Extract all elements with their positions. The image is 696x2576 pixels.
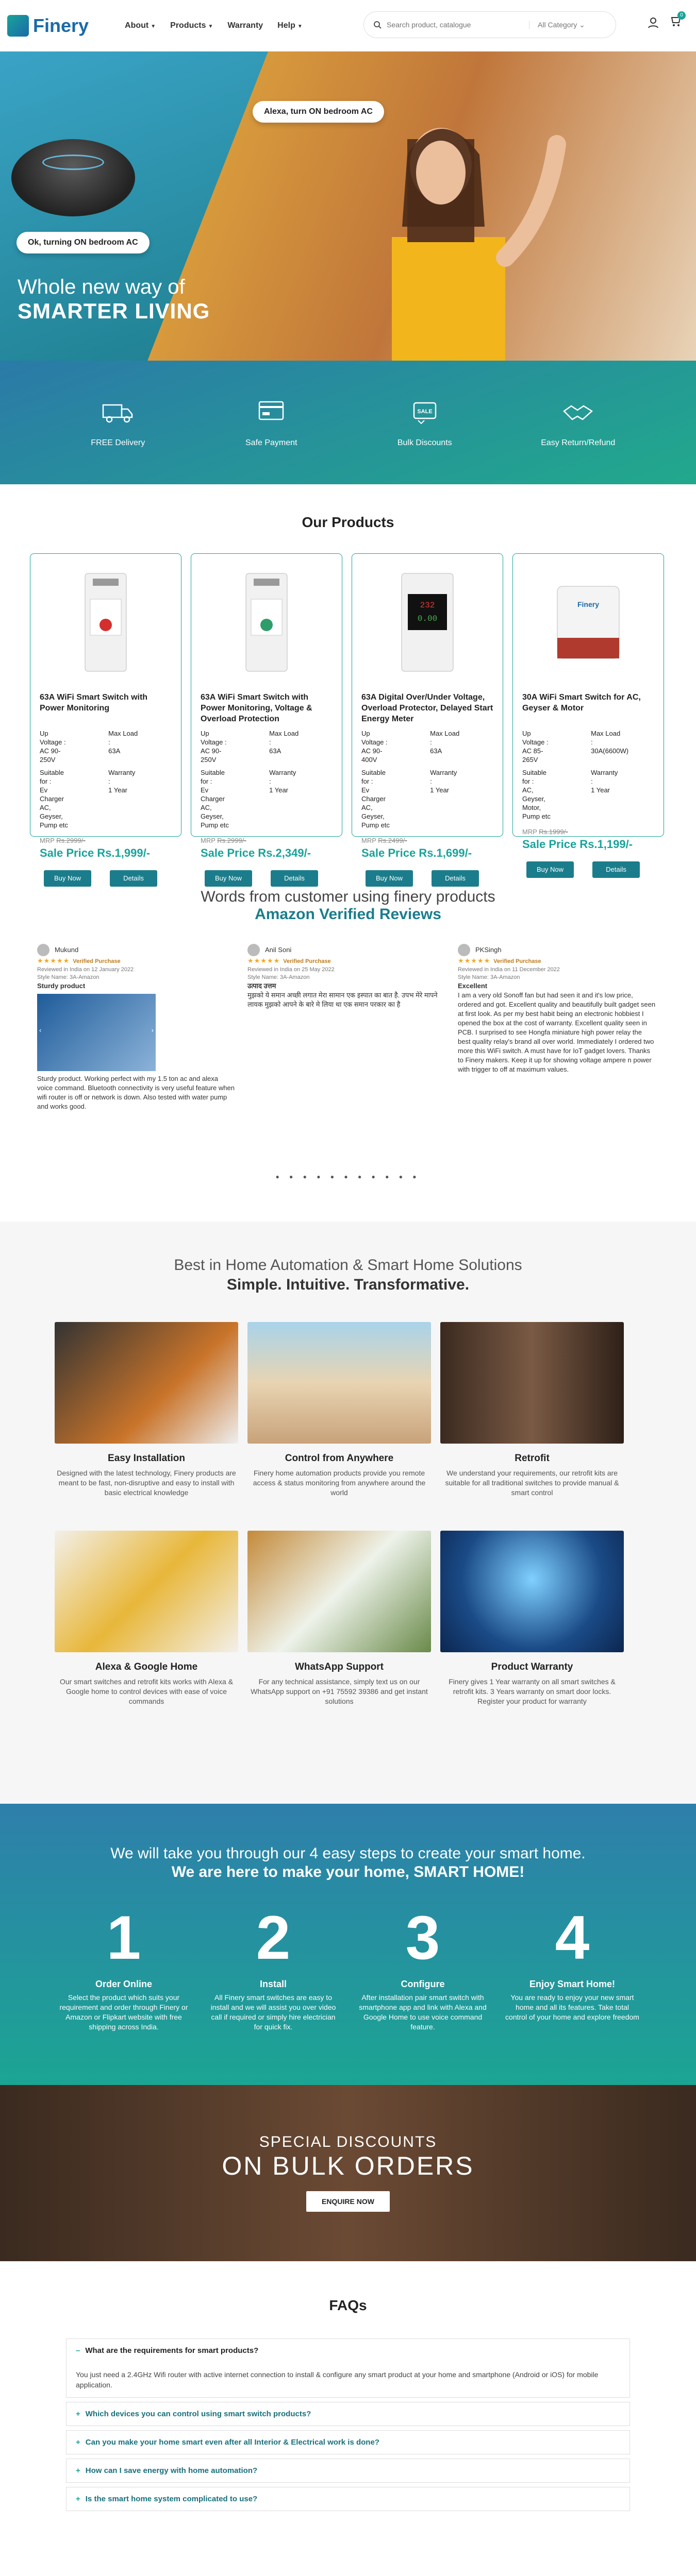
truck-icon	[100, 398, 136, 427]
whatsapp-image	[247, 1531, 431, 1652]
steps-heading-line1: We will take you through our 4 easy steps to create your smart home.	[110, 1845, 586, 1862]
review-date: Reviewed in India on 11 December 2022	[458, 967, 560, 973]
step-number: 3	[405, 1903, 440, 1972]
installation-image	[55, 1322, 238, 1444]
star-rating-icon: ★★★★★	[247, 957, 280, 964]
product-specs: Suitable for : Ev Charger AC, Geyser, Pump etc Warranty : 1 Year	[40, 769, 136, 829]
alexa-image	[55, 1531, 238, 1652]
review-card	[458, 944, 656, 1111]
product-specs: Suitable for : Ev Charger AC, Geyser, Pump etc Warranty : 1 Year	[201, 769, 296, 829]
details-button[interactable]: Details	[592, 861, 640, 878]
product-specs: Up Voltage : AC 90-250V Max Load : 63A	[40, 730, 138, 764]
buy-now-button[interactable]: Buy Now	[366, 870, 413, 887]
hero-line2: SMARTER LIVING	[18, 299, 210, 323]
product-mrp: MRP Rs.2499/-	[361, 837, 407, 844]
buy-now-button[interactable]: Buy Now	[526, 861, 574, 878]
logo-text: Finery	[33, 14, 89, 36]
home-heading-line2: Simple. Intuitive. Transformative.	[226, 1276, 470, 1293]
chevron-down-icon: ▼	[208, 23, 213, 29]
retrofit-image	[440, 1322, 624, 1444]
benefit-title: Alexa & Google Home	[95, 1662, 198, 1672]
speech-bubble-reply: Ok, turning ON bedroom AC	[16, 232, 150, 253]
faq-question: Can you make your home smart even after all Interior & Electrical work is done?	[85, 2438, 379, 2447]
svg-text:0.00: 0.00	[417, 614, 438, 623]
product-specs: Suitable for : Ev Charger AC, Geyser, Pump etc Warranty : 1 Year	[361, 769, 457, 829]
verified-badge: Verified Purchase	[73, 958, 121, 964]
faq-title: FAQs	[329, 2297, 367, 2313]
reviewer-name: PKSingh	[475, 946, 502, 954]
speech-bubble-command: Alexa, turn ON bedroom AC	[253, 101, 384, 123]
review-style: Style Name: 3A-Amazon	[37, 974, 100, 980]
product-specs: Up Voltage : AC 90-400V Max Load : 63A	[361, 730, 460, 764]
step-item	[206, 1903, 340, 2032]
review-text: I am a very old Sonoff fan but had seen it and it's low price, ordered and got. Excellent quality and beautifully built gadget seen at first look. As per my best habit being an electronic hobbiest I opened the box at the cost of warranty. Excellent quality seen in PCB. I surprised to see Hongfa miniature high power relay the best quality relay's brand all over world. Immediately I ordered two more this WiFi switch. A must have for IoT gadget lovers. Thanks to Finery makers. Keep it up for showing voltage ampere n power with trigger to off at maximum values.	[458, 991, 656, 1073]
product-specs: Up Voltage : AC 85-265V Max Load : 30A(6600W)	[522, 730, 629, 764]
enquire-now-button[interactable]: ENQUIRE NOW	[306, 2191, 390, 2212]
home-heading-line1: Best in Home Automation & Smart Home Solutions	[174, 1257, 522, 1274]
card-icon	[253, 398, 289, 427]
faq-item[interactable]	[66, 2459, 630, 2483]
features-bar	[0, 361, 696, 484]
review-photo[interactable]	[37, 994, 156, 1071]
chevron-right-icon[interactable]: ›	[151, 1026, 154, 1034]
step-title: Order Online	[95, 1979, 153, 1989]
steps-row	[0, 1903, 696, 2032]
benefit-whatsapp-support	[247, 1531, 431, 1706]
category-select[interactable]: All Category ⌄	[529, 21, 606, 29]
step-title: Enjoy Smart Home!	[529, 1979, 616, 1989]
step-text: All Finery smart switches are easy to install and we will assist you over video call if required or simply hire electrician for quick fix.	[210, 1993, 336, 2031]
feature-label: FREE Delivery	[91, 438, 145, 447]
handshake-icon	[560, 398, 596, 427]
benefit-text: We understand your requirements, our retrofit kits are suitable for all traditional switches to provide manual & smart control	[445, 1469, 619, 1497]
reviewer-name: Anil Soni	[265, 946, 292, 954]
benefit-text: Finery home automation products provide you remote access & status monitoring from anywhere around the world	[253, 1469, 426, 1497]
step-item	[356, 1903, 490, 2032]
site-header	[0, 0, 696, 52]
step-text: You are ready to enjoy your new smart home and all its features. Take total control of your home and explore freedom	[505, 1993, 639, 2021]
search-bar	[363, 11, 616, 38]
review-date: Reviewed in India on 12 January 2022	[37, 967, 134, 973]
step-item	[505, 1903, 639, 2032]
faq-question: How can I save energy with home automation?	[85, 2466, 258, 2475]
benefits-grid	[0, 1322, 696, 1706]
smart-speaker-image	[11, 139, 135, 216]
benefit-text: For any technical assistance, simply text us on our WhatsApp support on +91 75592 39386 and get instant solutions	[251, 1677, 428, 1705]
product-specs: Suitable for : AC, Geyser, Motor, Pump etc Warranty : 1 Year	[522, 769, 618, 820]
product-card[interactable]	[512, 553, 664, 873]
review-text: Sturdy product. Working perfect with my 1.5 ton ac and alexa voice command. Bluetooth connectivity is very useful feature when wifi router is off or network is down. Also tested with water pump and works good.	[37, 1075, 235, 1110]
product-sale-price: Sale Price Rs.1,999/-	[40, 846, 151, 859]
product-image	[40, 563, 172, 682]
svg-text:Finery: Finery	[577, 600, 600, 608]
review-title: उत्पाद उत्तम	[247, 982, 276, 990]
step-item	[57, 1903, 191, 2032]
product-mrp: MRP Rs.2999/-	[40, 837, 86, 844]
steps-section	[0, 1804, 696, 2085]
benefit-title: Retrofit	[515, 1453, 550, 1464]
bulk-line2: ON BULK ORDERS	[222, 2151, 474, 2180]
nav-products[interactable]: Products ▼	[170, 21, 213, 30]
step-text: After installation pair smart switch with smartphone app and link with Alexa and Google Home to use voice command feature.	[359, 1993, 487, 2031]
benefit-title: Product Warranty	[491, 1662, 573, 1672]
finery-logo[interactable]	[7, 15, 89, 37]
faq-item-open[interactable]	[66, 2338, 630, 2398]
faq-item[interactable]	[66, 2430, 630, 2454]
details-button[interactable]: Details	[110, 870, 157, 887]
product-list	[0, 553, 696, 882]
review-card	[37, 944, 235, 1111]
review-card	[247, 944, 445, 1111]
step-text: Select the product which suits your requirement and order through Finery or Amazon or Flipkart website with free shipping across India.	[59, 1993, 188, 2031]
chevron-down-icon: ▼	[151, 23, 156, 29]
hero-banner	[0, 52, 696, 361]
search-input[interactable]	[387, 21, 529, 29]
plus-icon: +	[76, 2466, 80, 2475]
details-button[interactable]: Details	[432, 870, 479, 887]
product-name[interactable]: 63A WiFi Smart Switch with Power Monitoring	[40, 693, 148, 713]
home-automation-section	[0, 1222, 696, 1804]
feature-easy-return	[521, 398, 635, 448]
benefit-text: Finery gives 1 Year warranty on all smart switches & retrofit kits. 3 Years warranty on smart door locks. Register your product for warranty	[449, 1677, 616, 1705]
benefit-title: Easy Installation	[108, 1453, 185, 1464]
chevron-down-icon: ▼	[297, 23, 303, 29]
review-style: Style Name: 3A-Amazon	[247, 974, 310, 980]
benefit-text: Designed with the latest technology, Finery products are meant to be fast, non-disruptive and easy to install with basic electrical knowledge	[57, 1469, 236, 1497]
warranty-image	[440, 1531, 624, 1652]
minus-icon: –	[76, 2346, 80, 2355]
benefit-alexa-google	[55, 1531, 238, 1706]
step-number: 4	[555, 1903, 590, 1972]
product-mrp: MRP Rs.1999/-	[522, 828, 568, 836]
reviews-heading	[0, 888, 696, 923]
main-nav	[125, 21, 303, 30]
chevron-down-icon: ⌄	[579, 20, 585, 29]
plus-icon: +	[76, 2495, 80, 2503]
product-name[interactable]: 63A Digital Over/Under Voltage, Overload Protector, Delayed Start Energy Meter	[361, 693, 493, 723]
review-title: Sturdy product	[37, 982, 86, 990]
buy-now-button[interactable]: Buy Now	[44, 870, 91, 887]
faq-question: Is the smart home system complicated to use?	[85, 2495, 258, 2503]
reviewer-name: Mukund	[55, 946, 79, 954]
review-title: Excellent	[458, 982, 488, 990]
product-specs: Up Voltage : AC 90-250V Max Load : 63A	[201, 730, 299, 764]
nav-help[interactable]: Help ▼	[277, 21, 303, 30]
search-icon[interactable]	[373, 21, 382, 29]
beach-image	[247, 1322, 431, 1444]
benefit-warranty	[440, 1531, 624, 1706]
nav-about[interactable]: About ▼	[125, 21, 156, 30]
faq-item[interactable]	[66, 2402, 630, 2426]
step-title: Install	[259, 1979, 287, 1989]
faq-answer: You just need a 2.4GHz Wifi router with active internet connection to install & configure any smart product at your home and smartphone (Android or iOS) for mobile application.	[76, 2370, 599, 2389]
star-rating-icon: ★★★★★	[458, 957, 491, 964]
product-sale-price: Sale Price Rs.1,699/-	[361, 846, 472, 859]
benefit-title: WhatsApp Support	[294, 1662, 384, 1672]
reviews-heading-line1: Words from customer using finery products	[201, 888, 495, 905]
step-number: 2	[256, 1903, 291, 1972]
hero-tagline	[18, 276, 210, 324]
chevron-left-icon[interactable]: ‹	[39, 1026, 42, 1034]
verified-badge: Verified Purchase	[493, 958, 541, 964]
product-mrp: MRP Rs.2999/-	[201, 837, 246, 844]
bulk-order-banner	[0, 2085, 696, 2261]
sale-tag-icon	[407, 398, 443, 427]
bulk-line1: SPECIAL DISCOUNTS	[259, 2133, 437, 2150]
user-icon[interactable]	[648, 17, 659, 28]
star-rating-icon: ★★★★★	[37, 957, 70, 964]
steps-heading-line2: We are here to make your home, SMART HOME!	[171, 1863, 525, 1880]
faq-question: Which devices you can control using smart switch products?	[85, 2410, 311, 2418]
product-card[interactable]	[191, 553, 342, 882]
product-sale-price: Sale Price Rs.2,349/-	[201, 846, 311, 859]
review-text: मुझको ये समान अच्छी लगात मेरा सामान एक इस्पात का बात है. उपभ मेरे मापने लायक मुझको आपने के बारे मे लिया था एक समान परकार का है	[247, 991, 438, 1008]
benefit-control-anywhere	[247, 1322, 431, 1498]
verified-badge: Verified Purchase	[283, 958, 331, 964]
svg-text:232: 232	[420, 601, 435, 610]
step-number: 1	[106, 1903, 141, 1972]
svg-text:SALE: SALE	[417, 408, 433, 415]
logo-mark-icon	[7, 15, 29, 37]
avatar	[37, 944, 49, 956]
carousel-dots[interactable]: ● ● ● ● ● ● ● ● ● ● ●	[275, 1173, 421, 1180]
faq-list	[66, 2338, 630, 2511]
product-image	[522, 563, 654, 682]
hero-line1: Whole new way of	[18, 276, 185, 298]
buy-now-button[interactable]: Buy Now	[205, 870, 252, 887]
review-style: Style Name: 3A-Amazon	[458, 974, 520, 980]
faq-question: What are the requirements for smart products?	[85, 2346, 259, 2355]
benefit-text: Our smart switches and retrofit kits works with Alexa & Google home to control devices with ease of voice commands	[59, 1677, 234, 1705]
feature-label: Bulk Discounts	[397, 438, 452, 447]
review-carousel	[0, 944, 696, 1111]
product-card[interactable]	[30, 553, 181, 882]
plus-icon: +	[76, 2410, 80, 2418]
cart-button[interactable]	[670, 12, 683, 29]
details-button[interactable]: Details	[271, 870, 318, 887]
feature-label: Safe Payment	[245, 438, 297, 447]
feature-bulk-discounts	[368, 398, 482, 448]
feature-free-delivery	[61, 398, 175, 448]
feature-safe-payment	[214, 398, 328, 448]
product-name[interactable]: 63A WiFi Smart Switch with Power Monitoring, Voltage & Overload Protection	[201, 693, 312, 723]
cart-count-badge: 0	[677, 11, 686, 20]
products-title: Our Products	[302, 514, 394, 530]
review-date: Reviewed in India on 25 May 2022	[247, 967, 335, 973]
avatar	[247, 944, 260, 956]
benefit-title: Control from Anywhere	[285, 1453, 394, 1464]
step-title: Configure	[401, 1979, 445, 1989]
product-image	[201, 563, 333, 682]
product-image	[361, 563, 493, 682]
product-name[interactable]: 30A WiFi Smart Switch for AC, Geyser & Motor	[522, 693, 641, 713]
product-card[interactable]	[352, 553, 503, 882]
product-sale-price: Sale Price Rs.1,199/-	[522, 838, 633, 851]
faq-item[interactable]	[66, 2487, 630, 2511]
faq-section	[0, 2297, 696, 2511]
feature-label: Easy Return/Refund	[541, 438, 616, 447]
benefit-retrofit	[440, 1322, 624, 1498]
header-icons	[648, 12, 683, 29]
benefit-easy-installation	[55, 1322, 238, 1498]
reviews-heading-line2: Amazon Verified Reviews	[255, 906, 441, 923]
avatar	[458, 944, 470, 956]
nav-warranty[interactable]: Warranty	[227, 21, 263, 30]
plus-icon: +	[76, 2438, 80, 2447]
